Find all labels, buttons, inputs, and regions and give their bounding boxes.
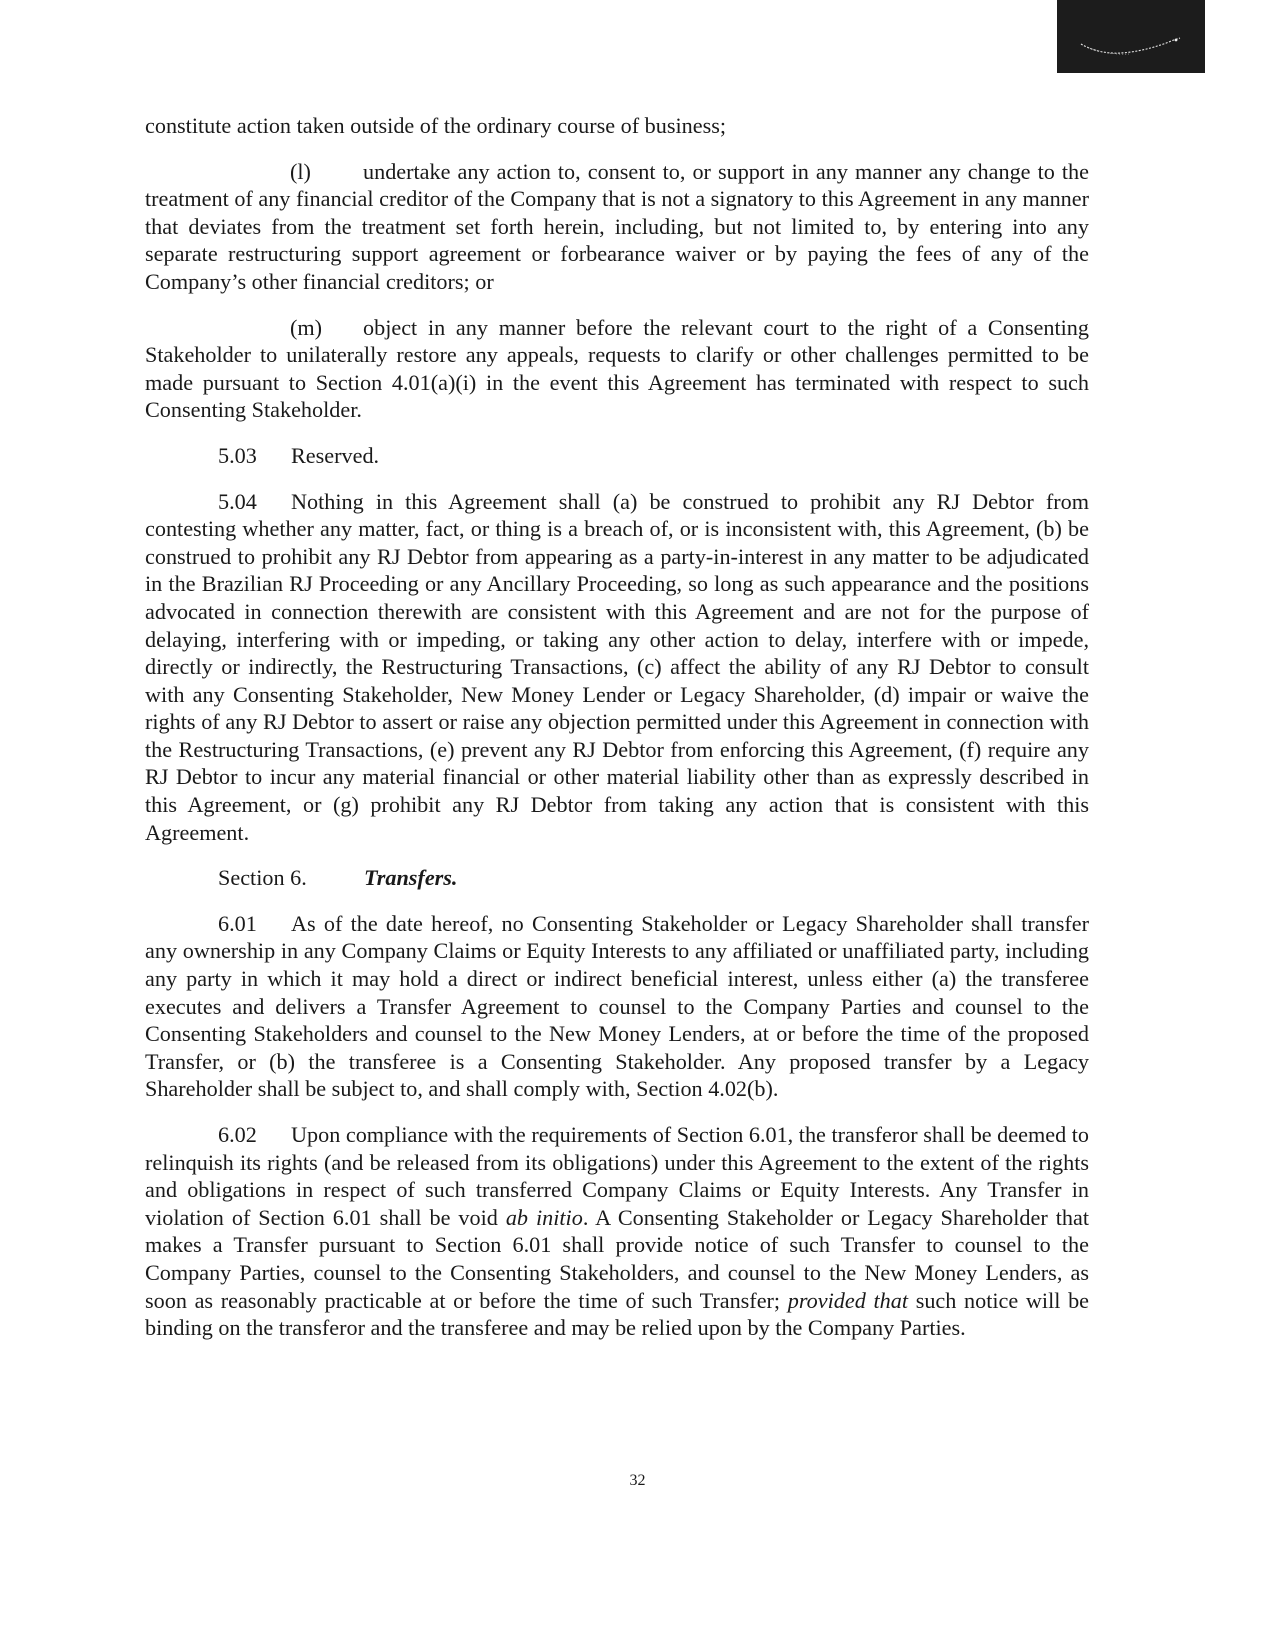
section-number: 5.04 <box>218 488 257 514</box>
section-text: As of the date hereof, no Consenting Stakeholder or Legacy Shareholder shall transfer any ownership in any Company Claims or Equity Interests to any affiliated or unaffiliated party, including any party in which it may hold a direct or indirect beneficial interest, unless either (a) the transferee executes and delivers a Transfer Agreement to counsel to the Company Parties and counsel to the Consenting Stakeholders and counsel to the New Money Lenders, at or before the time of the proposed Transfer, or (b) the transferee is a Consenting Stakeholder. Any proposed transfer by a Legacy Shareholder shall be subject to, and shall comply with, Section 4.02(b). <box>145 910 1089 1102</box>
paragraph-clause-m <box>145 314 1089 424</box>
section-6-heading <box>145 864 1089 892</box>
section-text: Reserved. <box>291 442 380 468</box>
clause-number: (m) <box>290 314 323 340</box>
italic-term-ab-initio: ab initio <box>505 1204 583 1230</box>
clause-text: undertake any action to, consent to, or support in any manner any change to the treatment of any financial creditor of the Company that is not a signatory to this Agreement in any manner that deviates from the treatment set forth herein, including, but not limited to, by entering into any separate restructuring support agreement or forbearance waiver or by paying the fees of any of the Company’s other financial creditors; or <box>145 158 1089 294</box>
paragraph-6-01 <box>145 910 1089 1103</box>
italic-term-provided-that: provided that <box>787 1287 909 1313</box>
section-text: Nothing in this Agreement shall (a) be construed to prohibit any RJ Debtor from contesting whether any matter, fact, or thing is a breach of, or is inconsistent with, this Agreement, (b) be construed to prohibit any RJ Debtor from appearing as a party-in-interest in any matter to be adjudicated in the Brazilian RJ Proceeding or any Ancillary Proceeding, so long as such appearance and the positions advocated in connection therewith are consistent with this Agreement and are not for the purpose of delaying, interfering with or impeding, or taking any other action to delay, interfere with or impede, directly or indirectly, the Restructuring Transactions, (c) affect the ability of any RJ Debtor to consult with any Consenting Stakeholder, New Money Lender or Legacy Shareholder, (d) impair or waive the rights of any RJ Debtor to assert or raise any objection permitted under this Agreement in connection with the Restructuring Transactions, (e) prevent any RJ Debtor from enforcing this Agreement, (f) require any RJ Debtor to incur any material financial or other material liability other than as expressly described in this Agreement, or (g) prohibit any RJ Debtor from taking any action that is consistent with this Agreement. <box>145 488 1089 845</box>
section-text-part-b: . A Consenting Stakeholder or Legacy Shareholder that makes a Transfer pursuant to Section 6.01 shall provide notice of such Transfer to counsel to the Company Parties, counsel to the Consenting Stakeholders, and counsel to the New Money Lenders, as soon as reasonably practicable at or before the time of such Transfer; <box>145 1204 1089 1313</box>
section-number: 6.02 <box>218 1122 257 1147</box>
document-body <box>145 112 1089 1360</box>
clause-text: object in any manner before the relevant court to the right of a Consenting Stakeholder to unilaterally restore any appeals, requests to clarify or other challenges permitted to be made pursuant to Section 4.01(a)(i) in the event this Agreement has terminated with respect to such Consenting Stakeholder. <box>145 314 1089 423</box>
paragraph-clause-l <box>145 158 1089 296</box>
paragraph-intro: constitute action taken outside of the ordinary course of business; <box>145 113 727 138</box>
header-logo-box <box>1057 0 1205 73</box>
signature-logo-icon <box>1079 34 1183 58</box>
section-label: Section 6. <box>218 865 307 891</box>
section-number: 6.01 <box>218 910 257 936</box>
section-title: Transfers. <box>364 865 458 891</box>
clause-number: (l) <box>290 158 311 184</box>
paragraph-6-02 <box>145 1121 1089 1342</box>
page-number: 32 <box>629 1472 646 1489</box>
section-text-part-a: Upon compliance with the requirements of Section 6.01, the transferor shall be deemed to relinquish its rights (and be released from its obligations) under this Agreement to the extent of the rights and obligations in respect of such transferred Company Claims or Equity Interests. Any Transfer in violation of Section 6.01 shall be void <box>145 1122 1089 1230</box>
paragraph-5-03 <box>145 442 1089 470</box>
section-number: 5.03 <box>218 442 257 468</box>
paragraph-5-04 <box>145 488 1089 847</box>
section-text-part-c: such notice will be binding on the transferor and the transferee and may be relied upon by the Company Parties. <box>145 1287 1090 1341</box>
